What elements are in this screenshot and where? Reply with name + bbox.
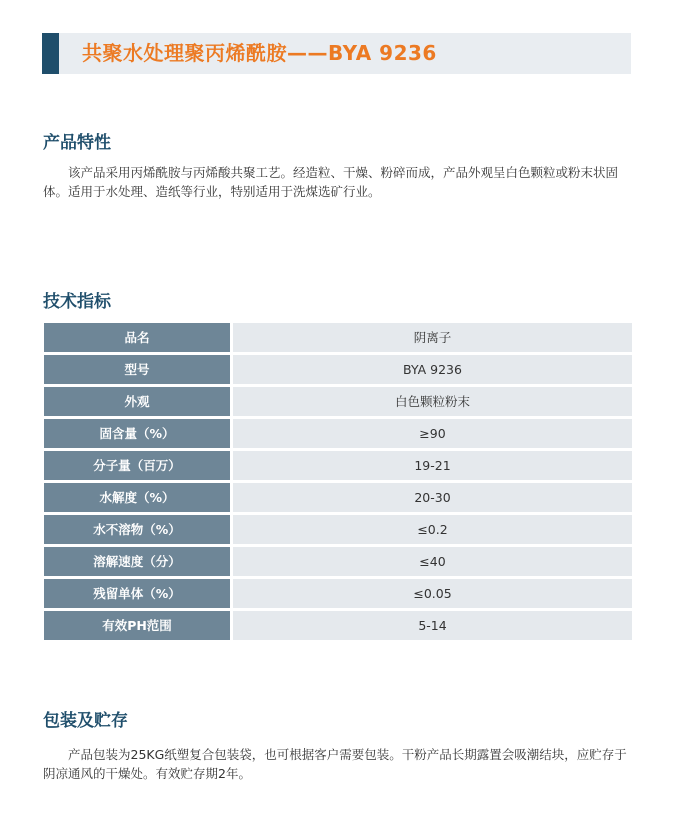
spec-value: ≥90 bbox=[233, 419, 632, 448]
spec-label: 残留单体（%） bbox=[44, 579, 230, 608]
page-title: 共聚水处理聚丙烯酰胺——BYA 9236 bbox=[82, 41, 437, 65]
spec-label: 品名 bbox=[44, 323, 230, 352]
table-row bbox=[44, 579, 632, 608]
packaging-heading: 包装及贮存 bbox=[43, 711, 128, 731]
spec-value: 白色颗粒粉末 bbox=[233, 387, 632, 416]
spec-label: 水解度（%） bbox=[44, 483, 230, 512]
table-row bbox=[44, 387, 632, 416]
spec-value: ≤0.05 bbox=[233, 579, 632, 608]
title-accent-block bbox=[42, 33, 59, 74]
spec-value: BYA 9236 bbox=[233, 355, 632, 384]
spec-value: 5-14 bbox=[233, 611, 632, 640]
features-text: 该产品采用丙烯酰胺与丙烯酸共聚工艺。经造粒、干燥、粉碎而成，产品外观呈白色颗粒或粉末状固体。适用于水处理、造纸等行业，特别适用于洗煤选矿行业。 bbox=[43, 165, 619, 199]
spec-label: 分子量（百万） bbox=[44, 451, 230, 480]
spec-label: 水不溶物（%） bbox=[44, 515, 230, 544]
spec-label: 固含量（%） bbox=[44, 419, 230, 448]
table-row bbox=[44, 451, 632, 480]
table-row bbox=[44, 515, 632, 544]
table-row bbox=[44, 323, 632, 352]
spec-label: 外观 bbox=[44, 387, 230, 416]
spec-label: 型号 bbox=[44, 355, 230, 384]
spec-value: ≤0.2 bbox=[233, 515, 632, 544]
features-heading: 产品特性 bbox=[43, 133, 111, 153]
table-row bbox=[44, 611, 632, 640]
table-row bbox=[44, 355, 632, 384]
spec-label: 溶解速度（分） bbox=[44, 547, 230, 576]
spec-value: 阴离子 bbox=[233, 323, 632, 352]
spec-label: 有效PH范围 bbox=[44, 611, 230, 640]
spec-value: 20-30 bbox=[233, 483, 632, 512]
table-row bbox=[44, 483, 632, 512]
spec-value: 19-21 bbox=[233, 451, 632, 480]
packaging-text: 产品包装为25KG纸塑复合包装袋，也可根据客户需要包装。干粉产品长期露置会吸潮结块，应贮存于阴凉通风的干燥处。有效贮存期2年。 bbox=[43, 747, 627, 781]
title-bar bbox=[42, 33, 631, 74]
table-row bbox=[44, 419, 632, 448]
spec-value: ≤40 bbox=[233, 547, 632, 576]
table-row bbox=[44, 547, 632, 576]
specs-heading: 技术指标 bbox=[43, 292, 111, 312]
